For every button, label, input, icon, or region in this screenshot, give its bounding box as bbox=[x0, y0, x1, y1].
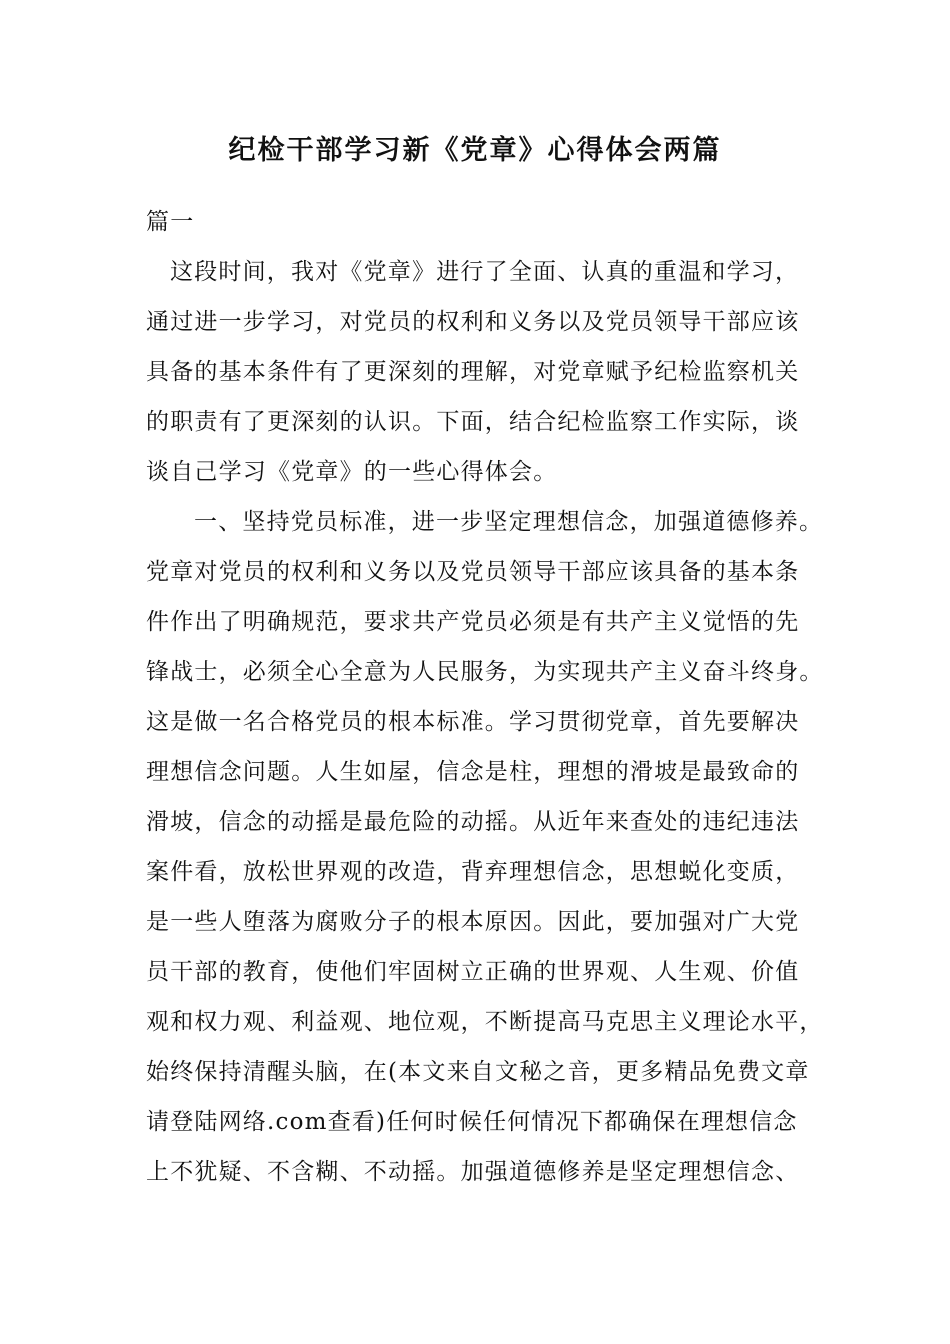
paragraph-line: 始终保持清醒头脑，在(本文来自文秘之音，更多精品免费文章 bbox=[146, 1059, 810, 1085]
paragraph-line: 的职责有了更深刻的认识。下面，结合纪检监察工作实际，谈 bbox=[146, 409, 800, 435]
paragraph-line: 上不犹疑、不含糊、不动摇。加强道德修养是坚定理想信念、 bbox=[146, 1159, 800, 1185]
paragraph-line: 案件看，放松世界观的改造，背弃理想信念，思想蜕化变质， bbox=[146, 859, 800, 885]
paragraph-line: 员干部的教育，使他们牢固树立正确的世界观、人生观、价值 bbox=[146, 959, 800, 985]
paragraph-line: 这是做一名合格党员的根本标准。学习贯彻党章，首先要解决 bbox=[146, 709, 800, 735]
paragraph-line: 一、坚持党员标准，进一步坚定理想信念，加强道德修养。 bbox=[194, 509, 824, 535]
paragraph-line: 是一些人堕落为腐败分子的根本原因。因此，要加强对广大党 bbox=[146, 909, 800, 935]
paragraph-line: 这段时间，我对《党章》进行了全面、认真的重温和学习， bbox=[170, 259, 800, 285]
paragraph-line: 理想信念问题。人生如屋，信念是柱，理想的滑坡是最致命的 bbox=[146, 759, 800, 785]
paragraph-line: 请登陆网络.com查看)任何时候任何情况下都确保在理想信念 bbox=[146, 1109, 798, 1135]
section-label: 篇一 bbox=[146, 209, 195, 235]
paragraph-line: 件作出了明确规范，要求共产党员必须是有共产主义觉悟的先 bbox=[146, 609, 800, 635]
document-title: 纪检干部学习新《党章》心得体会两篇 bbox=[228, 135, 722, 166]
paragraph-line: 滑坡，信念的动摇是最危险的动摇。从近年来查处的违纪违法 bbox=[146, 809, 800, 835]
paragraph-line: 具备的基本条件有了更深刻的理解，对党章赋予纪检监察机关 bbox=[146, 359, 800, 385]
paragraph-line: 通过进一步学习，对党员的权利和义务以及党员领导干部应该 bbox=[146, 309, 800, 335]
paragraph-line: 谈自己学习《党章》的一些心得体会。 bbox=[146, 459, 558, 485]
paragraph-line: 锋战士，必须全心全意为人民服务，为实现共产主义奋斗终身。 bbox=[146, 659, 824, 685]
paragraph-line: 观和权力观、利益观、地位观，不断提高马克思主义理论水平， bbox=[146, 1009, 824, 1035]
paragraph-line: 党章对党员的权利和义务以及党员领导干部应该具备的基本条 bbox=[146, 559, 800, 585]
